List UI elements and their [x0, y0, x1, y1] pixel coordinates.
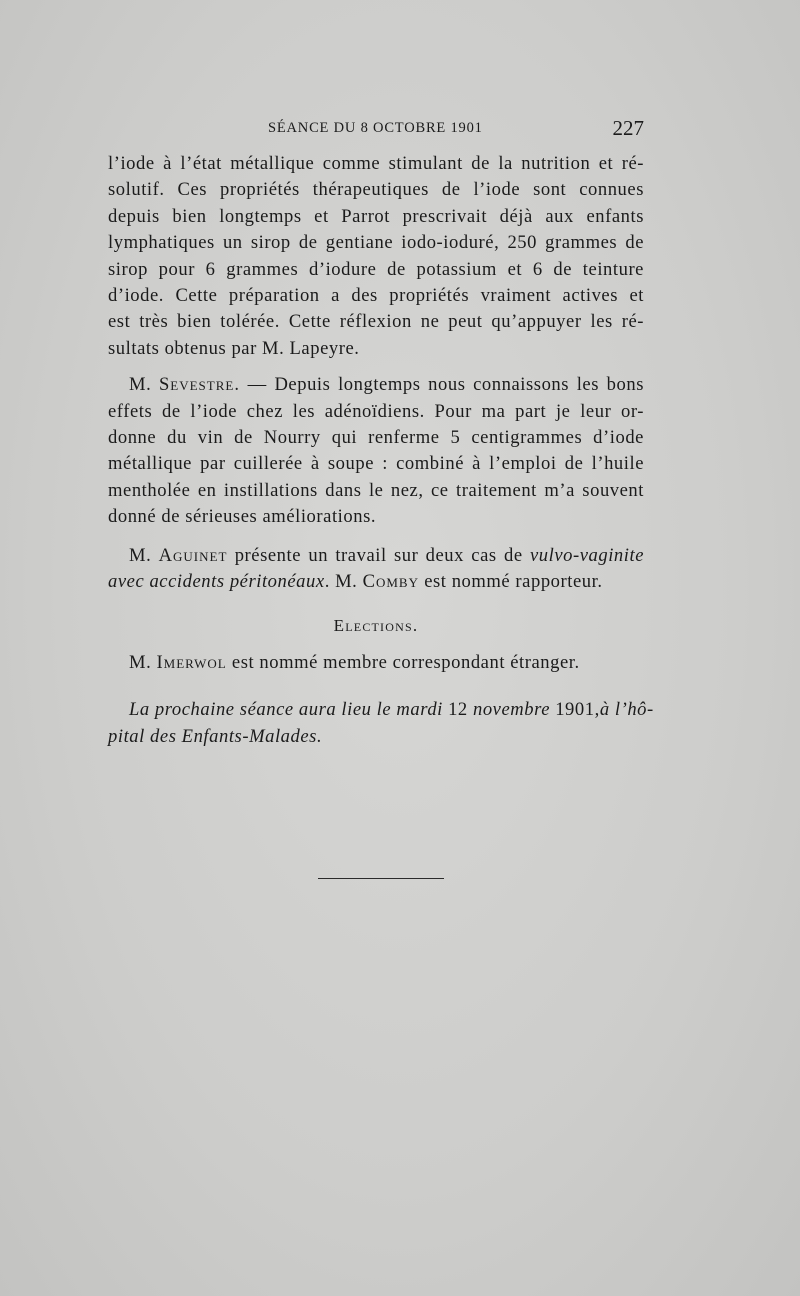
- paragraph-text: est nommé membre correspondant étranger.: [226, 651, 580, 673]
- italic-term: avec accidents péritonéaux: [108, 571, 325, 593]
- paragraph-iode: [108, 151, 644, 362]
- text-line: solutif. Ces propriétés thérapeutiques de l’iode sont connues: [108, 179, 644, 201]
- speaker-name: Sevestre.: [158, 374, 240, 396]
- text-line: l’iode à l’état métallique comme stimulant de la nutrition et ré-: [108, 153, 644, 174]
- rapporteur-name: Comby: [362, 571, 419, 593]
- italic-term: vulvo-vaginite: [529, 544, 645, 566]
- text-line: [108, 569, 644, 595]
- text-line: sirop pour 6 grammes d’iodure de potassium et 6 de teinture: [108, 258, 644, 280]
- text-line: donne du vin de Nourry qui renferme 5 centigrammes d’iode: [108, 427, 644, 449]
- speaker-prefix: M.: [129, 374, 159, 396]
- member-name: Imerwol: [156, 651, 227, 673]
- paragraph-imerwol: [108, 650, 644, 676]
- text-line: [108, 650, 644, 676]
- text-line: [108, 697, 654, 723]
- name-prefix: M.: [129, 651, 157, 673]
- section-title: Elections.: [333, 615, 419, 635]
- italic-text: novembre: [472, 699, 551, 721]
- name-prefix: M.: [129, 544, 159, 566]
- paragraph-text: présente un travail sur deux cas de: [227, 544, 530, 566]
- text-line: mentholée en instillations dans le nez, ce traitement m’a souvent: [108, 479, 644, 501]
- italic-text: La prochaine séance aura lieu le mardi: [129, 699, 443, 721]
- page-number: 227: [612, 116, 644, 140]
- italic-text: à l’hô-: [599, 699, 654, 721]
- speaker-text: — Depuis longtemps nous connaissons les bons: [239, 374, 644, 396]
- paragraph-sevestre: [108, 372, 644, 530]
- body-text: [108, 151, 654, 750]
- paragraph-text: . M.: [324, 571, 363, 593]
- session-day: 12: [442, 699, 473, 721]
- end-rule: [318, 878, 444, 879]
- page-header: [108, 116, 644, 142]
- author-name: Aguinet: [158, 544, 228, 566]
- running-head: SÉANCE DU 8 OCTOBRE 1901: [268, 120, 483, 136]
- paragraph-text: est nommé rapporteur.: [419, 571, 603, 593]
- text-line: d’iode. Cette préparation a des propriétés vraiment actives et: [108, 285, 644, 307]
- text-line: lymphatiques un sirop de gentiane iodo-ioduré, 250 grammes de: [108, 232, 644, 254]
- text-line: métallique par cuillerée à soupe : combiné à l’emploi de l’huile: [108, 453, 644, 475]
- text-line: est très bien tolérée. Cette réflexion ne peut qu’appuyer les ré-: [108, 311, 644, 333]
- text-line: depuis bien longtemps et Parrot prescrivait déjà aux enfants: [108, 205, 644, 227]
- text-line: donné de sérieuses améliorations.: [108, 506, 377, 528]
- text-line: pital des Enfants-Malades.: [108, 725, 323, 747]
- paragraph-next-session: [108, 697, 654, 750]
- text-line: [108, 372, 644, 398]
- session-year: 1901,: [550, 699, 600, 721]
- paragraph-aguinet: [108, 543, 644, 596]
- text-line: sultats obtenus par M. Lapeyre.: [108, 337, 360, 359]
- text-line: [108, 543, 644, 569]
- text-line: effets de l’iode chez les adénoïdiens. Pour ma part je leur or-: [108, 400, 644, 422]
